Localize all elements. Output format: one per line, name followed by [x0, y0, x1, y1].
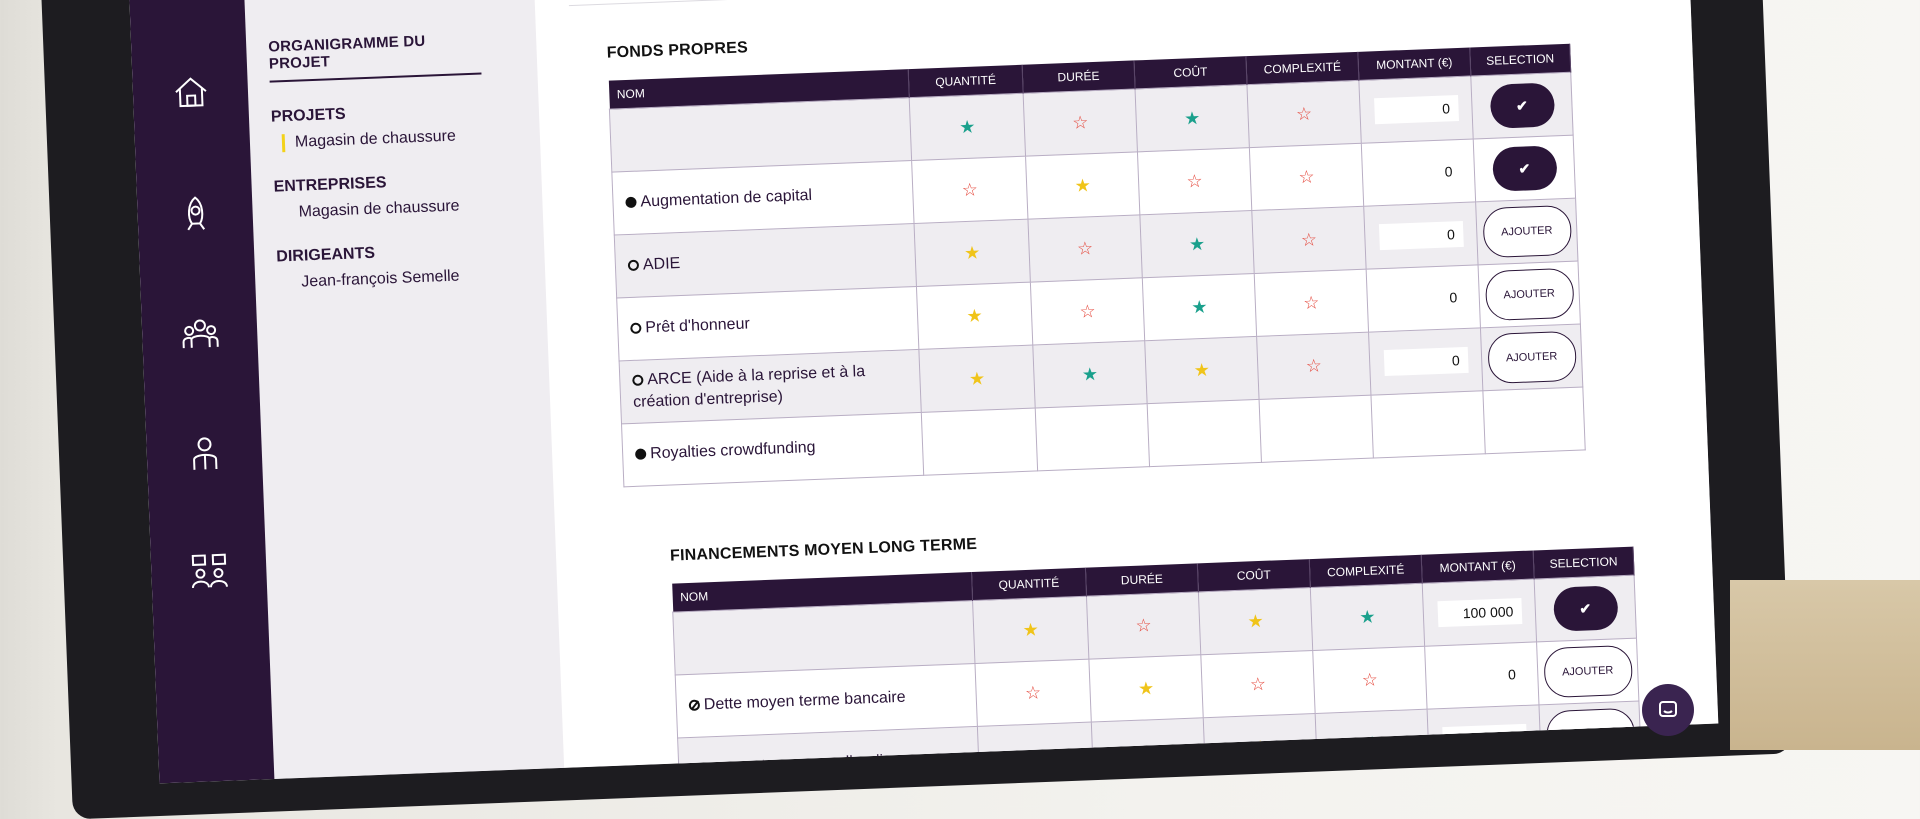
star-filled-icon: ★	[1188, 233, 1206, 254]
column-header-duration: DURÉE	[1022, 60, 1135, 93]
amount-cell	[1364, 202, 1478, 269]
column-header-name: NOM	[672, 572, 973, 612]
star-half-icon: ★	[1022, 619, 1040, 640]
add-button[interactable]: AJOUTER	[1482, 205, 1572, 258]
column-header-amount: MONTANT (€)	[1421, 550, 1534, 583]
selection-cell	[1483, 387, 1585, 454]
star-half-icon: ★	[968, 367, 986, 389]
sidebar-heading: ENTREPRISES	[273, 174, 387, 196]
tab-bar	[567, 0, 1655, 6]
column-header-complexity: COMPLEXITÉ	[1309, 555, 1422, 588]
duration-rating	[1086, 592, 1200, 659]
house-icon[interactable]	[170, 71, 212, 113]
sidebar-item-project[interactable]: Magasin de chaussure	[282, 124, 541, 152]
amount-input[interactable]: 0	[1439, 661, 1524, 690]
duration-rating	[1089, 655, 1203, 722]
cost-rating	[1145, 336, 1259, 403]
star-outline-icon: ☆	[1302, 292, 1320, 313]
star-outline-icon: ☆	[1295, 103, 1313, 124]
financing-name: Augmentation de capital	[640, 186, 813, 211]
sidebar-group-dirigeants	[276, 238, 545, 292]
selection-cell	[1537, 638, 1639, 705]
amount-cell	[1422, 579, 1536, 646]
duration-rating	[1026, 152, 1140, 219]
star-outline-icon: ☆	[1186, 170, 1204, 192]
section-equity	[570, 4, 1673, 488]
main-content	[533, 0, 1719, 768]
quantity-rating	[909, 93, 1025, 160]
cost-rating	[1137, 148, 1251, 215]
financing-name: Prêt d'honneur	[645, 315, 751, 337]
duration-rating	[1028, 215, 1142, 282]
cost-rating	[1147, 399, 1261, 466]
selection-cell	[1473, 135, 1575, 202]
amount-cell	[1371, 391, 1485, 458]
select-button[interactable]: ✔	[1552, 585, 1618, 631]
column-header-cost: COÛT	[1197, 559, 1310, 592]
complexity-rating	[1313, 646, 1427, 713]
complexity-rating	[1259, 395, 1373, 462]
column-header-quantity: QUANTITÉ	[971, 568, 1086, 601]
complexity-rating	[1249, 143, 1363, 210]
duration-rating	[1030, 278, 1144, 345]
column-header-amount: MONTANT (€)	[1358, 48, 1471, 81]
sidebar-item-company[interactable]: Magasin de chaussure	[298, 197, 460, 221]
row-name	[609, 98, 911, 172]
star-outline-icon: ☆	[1135, 614, 1153, 636]
star-outline-icon: ☆	[1071, 111, 1089, 133]
selection-cell	[1478, 261, 1580, 328]
cost-rating	[1140, 211, 1254, 278]
row-name	[673, 601, 975, 675]
status-circle-icon	[630, 323, 641, 334]
selection-cell	[1534, 575, 1636, 642]
financing-name: Dette moyen terme bancaire	[703, 688, 906, 714]
app-screen	[128, 0, 1718, 783]
star-half-icon: ★	[966, 304, 984, 326]
column-header-cost: COÛT	[1134, 56, 1247, 89]
amount-input[interactable]: 0	[1383, 347, 1468, 376]
add-button[interactable]: AJOUTER	[1487, 331, 1577, 384]
row-name	[614, 224, 916, 298]
complexity-rating	[1252, 206, 1366, 273]
star-outline-icon: ☆	[1076, 237, 1094, 259]
column-header-selection: SELECTION	[1470, 44, 1571, 76]
quantity-rating	[914, 219, 1030, 286]
star-filled-icon: ★	[1183, 107, 1201, 129]
selection-cell	[1480, 324, 1582, 391]
add-button[interactable]: AJOUTER	[1484, 268, 1574, 321]
star-half-icon: ★	[1247, 610, 1264, 632]
quantity-rating	[973, 596, 1089, 663]
row-name	[617, 286, 919, 360]
quantity-rating	[919, 345, 1035, 412]
complexity-rating	[1254, 269, 1368, 336]
cost-rating	[1135, 85, 1249, 152]
quantity-rating	[916, 282, 1032, 349]
column-header-duration: DURÉE	[1085, 563, 1198, 596]
star-half-icon: ★	[1074, 174, 1092, 196]
person-icon[interactable]	[184, 433, 226, 475]
status-circle-icon	[628, 260, 639, 271]
amount-input[interactable]: 0	[1381, 284, 1466, 313]
selection-cell	[1471, 72, 1573, 139]
financing-name: ARCE (Aide à la reprise et à la création d'entreprise)	[632, 363, 866, 411]
star-filled-icon: ★	[1190, 296, 1208, 317]
amount-input[interactable]: 100 000	[1437, 598, 1522, 627]
amount-cell	[1359, 76, 1473, 143]
sidebar-title: ORGANIGRAMME DU PROJET	[268, 31, 482, 83]
star-outline-icon: ☆	[1298, 166, 1315, 187]
financing-table	[608, 44, 1586, 488]
sidebar-heading: PROJETS	[270, 105, 346, 126]
select-button[interactable]: ✔	[1492, 145, 1558, 191]
team-icon[interactable]	[179, 313, 221, 355]
cost-rating	[1201, 651, 1315, 718]
star-outline-icon: ☆	[1305, 354, 1323, 376]
column-header-selection: SELECTION	[1533, 547, 1634, 579]
meeting-icon[interactable]	[189, 551, 231, 593]
duration-rating	[1033, 341, 1147, 408]
star-filled-icon: ★	[1359, 606, 1376, 627]
star-filled-icon: ★	[958, 116, 976, 137]
cost-rating	[1142, 273, 1256, 340]
tab-invoices[interactable]	[584, 0, 676, 4]
row-name	[612, 161, 914, 235]
sidebar-group-entreprises	[273, 168, 542, 222]
status-dot-icon	[625, 197, 636, 208]
quantity-rating	[975, 659, 1091, 726]
select-button[interactable]: ✔	[1489, 82, 1555, 128]
star-outline-icon: ☆	[1361, 669, 1379, 690]
financing-name: Royalties crowdfunding	[649, 438, 816, 463]
star-outline-icon: ☆	[1024, 681, 1042, 703]
chat-icon[interactable]	[1642, 684, 1694, 736]
sidebar-group-projets	[271, 98, 540, 152]
add-button[interactable]: AJOUTER	[1543, 645, 1633, 698]
star-outline-icon: ☆	[1249, 673, 1267, 694]
disabled-circle-icon	[689, 700, 700, 711]
row-name	[622, 412, 924, 486]
star-outline-icon: ☆	[961, 179, 979, 200]
duration-rating	[1035, 404, 1149, 471]
section-title: FONDS PROPRES	[606, 39, 749, 62]
selection-cell	[1476, 198, 1578, 265]
amount-input[interactable]: 0	[1376, 158, 1461, 187]
section-title: FINANCEMENTS MOYEN LONG TERME	[669, 535, 978, 565]
amount-cell	[1369, 328, 1483, 395]
row-name	[675, 664, 977, 738]
status-dot-icon	[635, 448, 646, 459]
complexity-rating	[1257, 332, 1371, 399]
amount-input[interactable]: 0	[1374, 95, 1459, 124]
rocket-icon[interactable]	[175, 193, 217, 235]
quantity-rating	[912, 156, 1028, 223]
amount-cell	[1425, 642, 1539, 709]
column-header-name: NOM	[608, 69, 909, 109]
quantity-rating	[921, 408, 1037, 475]
cost-rating	[1198, 588, 1312, 655]
duration-rating	[1023, 89, 1137, 156]
status-circle-icon	[632, 375, 643, 386]
star-half-icon: ★	[1193, 359, 1211, 380]
column-header-complexity: COMPLEXITÉ	[1246, 52, 1359, 85]
amount-input[interactable]: 0	[1378, 221, 1463, 250]
star-half-icon: ★	[1137, 677, 1155, 699]
complexity-rating	[1310, 583, 1424, 650]
sidebar-item-manager[interactable]: Jean-françois Semelle	[301, 267, 460, 291]
project-sidebar	[243, 0, 564, 779]
column-header-quantity: QUANTITÉ	[908, 65, 1023, 98]
amount-cell	[1361, 139, 1475, 206]
star-filled-icon: ★	[1081, 363, 1099, 385]
star-half-icon: ★	[963, 242, 981, 263]
financing-name: ADIE	[642, 255, 681, 274]
sidebar-heading: DIRIGEANTS	[276, 244, 376, 266]
row-name	[619, 349, 921, 423]
complexity-rating	[1247, 80, 1361, 147]
amount-cell	[1366, 265, 1480, 332]
wooden-shelf	[1730, 580, 1920, 750]
star-outline-icon: ☆	[1079, 300, 1096, 322]
star-outline-icon: ☆	[1300, 229, 1318, 250]
